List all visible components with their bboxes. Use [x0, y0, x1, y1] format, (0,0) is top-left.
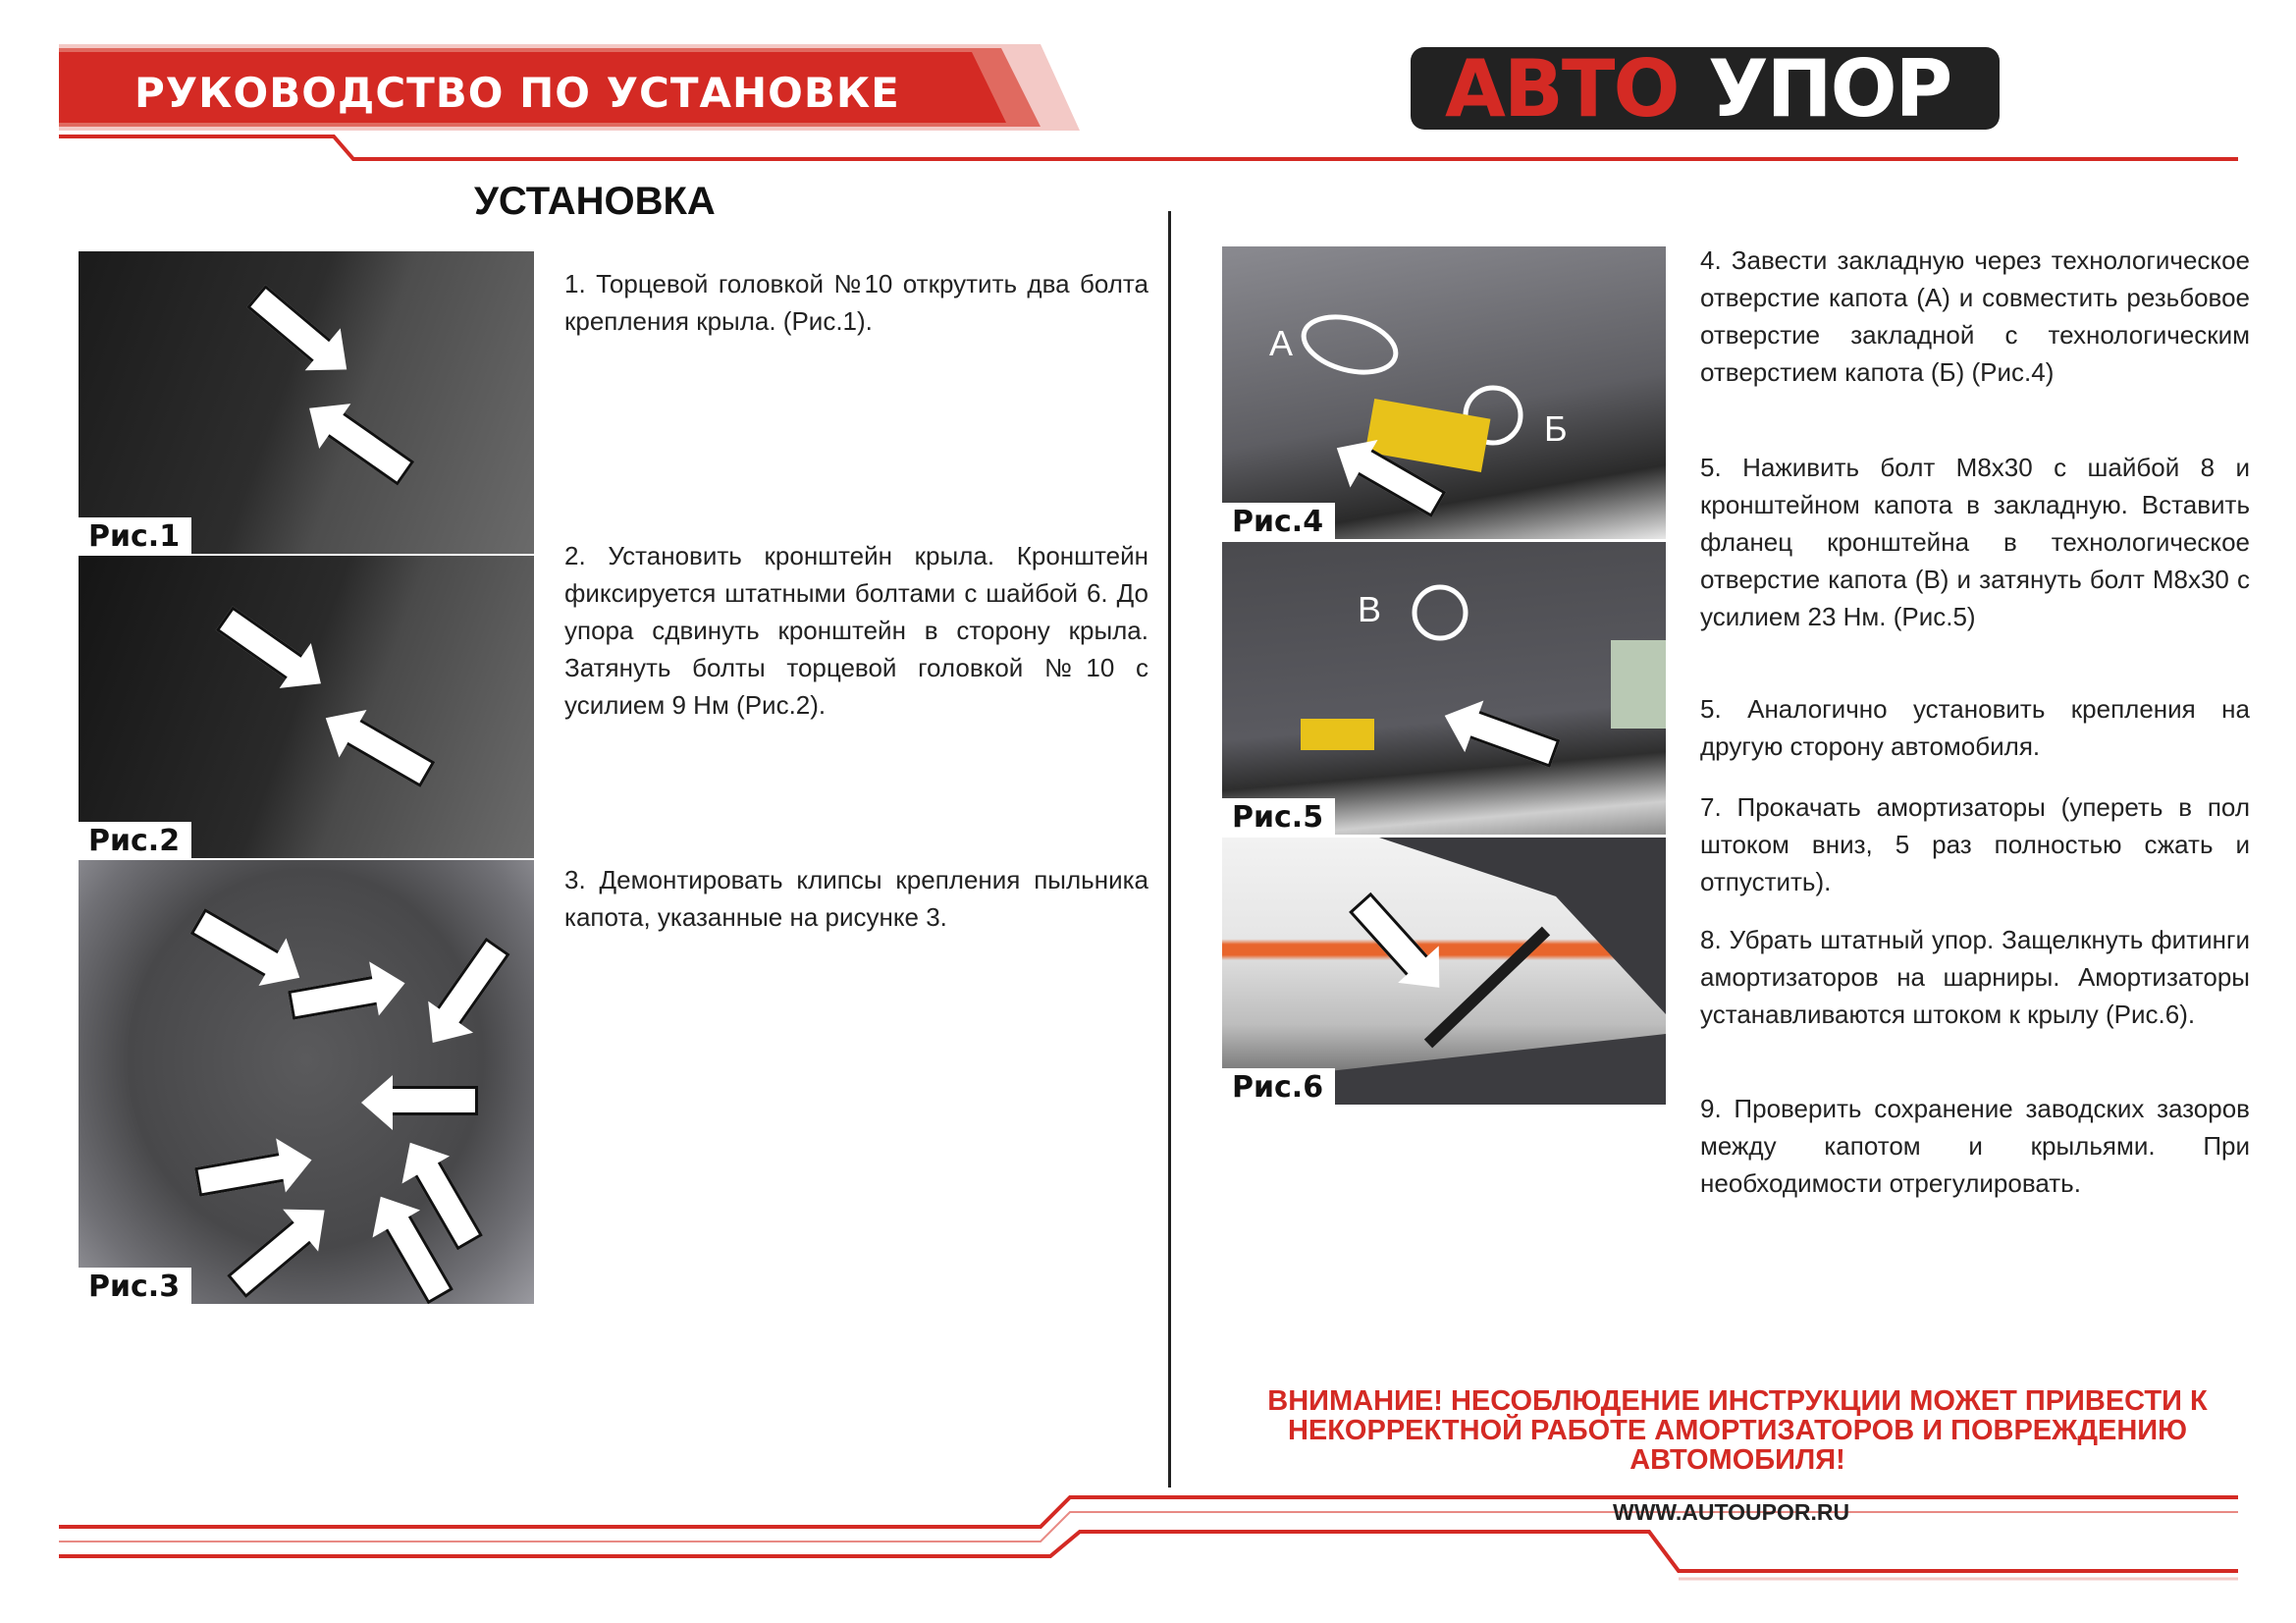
step-7-text: 7. Прокачать амортизаторы (упереть в пол штоком вниз, 5 раз полностью сжать и отпустить).	[1700, 792, 2250, 896]
label-v: В	[1358, 589, 1382, 629]
banner-title: РУКОВОДСТВО ПО УСТАНОВКЕ	[134, 69, 900, 117]
arrow-icon	[227, 1217, 315, 1298]
arrow-icon	[216, 606, 307, 681]
figure-5-photo	[1222, 542, 1666, 835]
column-divider	[1168, 211, 1171, 1488]
section-title: УСТАНОВКА	[474, 180, 716, 223]
figure-1-caption: Рис.1	[79, 517, 191, 554]
arrow-icon	[343, 717, 436, 787]
figure-6-caption: Рис.6	[1222, 1068, 1335, 1105]
step-5-text: 5. Наживить болт М8х30 с шайбой 8 и кронштейном капота в закладную. Вставить фланец кронштейна в технологическое отверстие капота (В) и затянуть болт М8х30 с усилием 23 Нм. (Рис.5)	[1700, 453, 2250, 631]
figure-2-caption: Рис.2	[79, 822, 191, 858]
step-2-text: 2. Установить кронштейн крыла. Кронштейн фиксируется штатными болтами с шайбой 6. До упора сдвинуть кронштейн в сторону крыла. Затянуть болты торцевой головкой №10 с усилием 9 Нм (Рис.2).	[564, 541, 1148, 720]
arrow-icon	[246, 285, 335, 365]
arrow-icon	[194, 1152, 289, 1197]
header-banner-underline	[59, 131, 1090, 170]
footer-rules	[59, 1483, 2258, 1591]
figure-6-photo	[1222, 838, 1666, 1105]
brand-logo-red-part: АВТО	[1445, 43, 1679, 135]
arrow-icon	[434, 938, 509, 1029]
step-8-text: 8. Убрать штатный упор. Защелкнуть фитинги амортизаторов на шарниры. Амортизаторы устанавливаются штоком к крылу (Рис.6).	[1700, 925, 2250, 1029]
figure-3-caption: Рис.3	[79, 1268, 191, 1304]
figure-4-caption: Рис.4	[1222, 503, 1335, 539]
figure-1-photo	[79, 251, 534, 554]
label-a: А	[1269, 323, 1294, 363]
label-b: Б	[1544, 408, 1568, 449]
figure-4-photo	[1222, 246, 1666, 539]
figure-2-photo	[79, 556, 534, 858]
figure-3-photo	[79, 860, 534, 1304]
step-9-text: 9. Проверить сохранение заводских зазоров между капотом и крыльями. При необходимости отрегулировать.	[1700, 1094, 2250, 1198]
arrow-icon	[388, 1086, 478, 1115]
figure-5-caption: Рис.5	[1222, 798, 1335, 835]
step-3-text: 3. Демонтировать клипсы крепления пыльника капота, указанные на рисунке 3.	[564, 865, 1148, 932]
brand-logo-white-part: УПОР	[1708, 43, 1951, 135]
step-4-text: 4. Завести закладную через технологическое отверстие капота (А) и совместить резьбовое отверстие закладной с технологическим отверстием капота (Б) (Рис.4)	[1700, 245, 2250, 387]
step-1-text: 1. Торцевой головкой №10 открутить два болта крепления крыла. (Рис.1).	[564, 269, 1148, 336]
arrow-icon	[288, 975, 382, 1020]
footer-website-link[interactable]: WWW.AUTOUPOR.RU	[1613, 1499, 1850, 1525]
arrow-icon	[324, 409, 415, 485]
step-6-text: 5. Аналогично установить крепления на другую сторону автомобиля.	[1700, 694, 2250, 761]
header-rule	[1080, 147, 2238, 167]
arrow-icon	[190, 908, 284, 979]
warning-notice: ВНИМАНИЕ! НЕСОБЛЮДЕНИЕ ИНСТРУКЦИИ МОЖЕТ ПРИВЕСТИ К НЕКОРРЕКТНОЙ РАБОТЕ АМОРТИЗАТОРОВ И ПОВРЕЖДЕНИЮ АВТОМОБИЛЯ!	[1267, 1385, 2208, 1476]
figure-5-markings	[1222, 542, 1666, 835]
